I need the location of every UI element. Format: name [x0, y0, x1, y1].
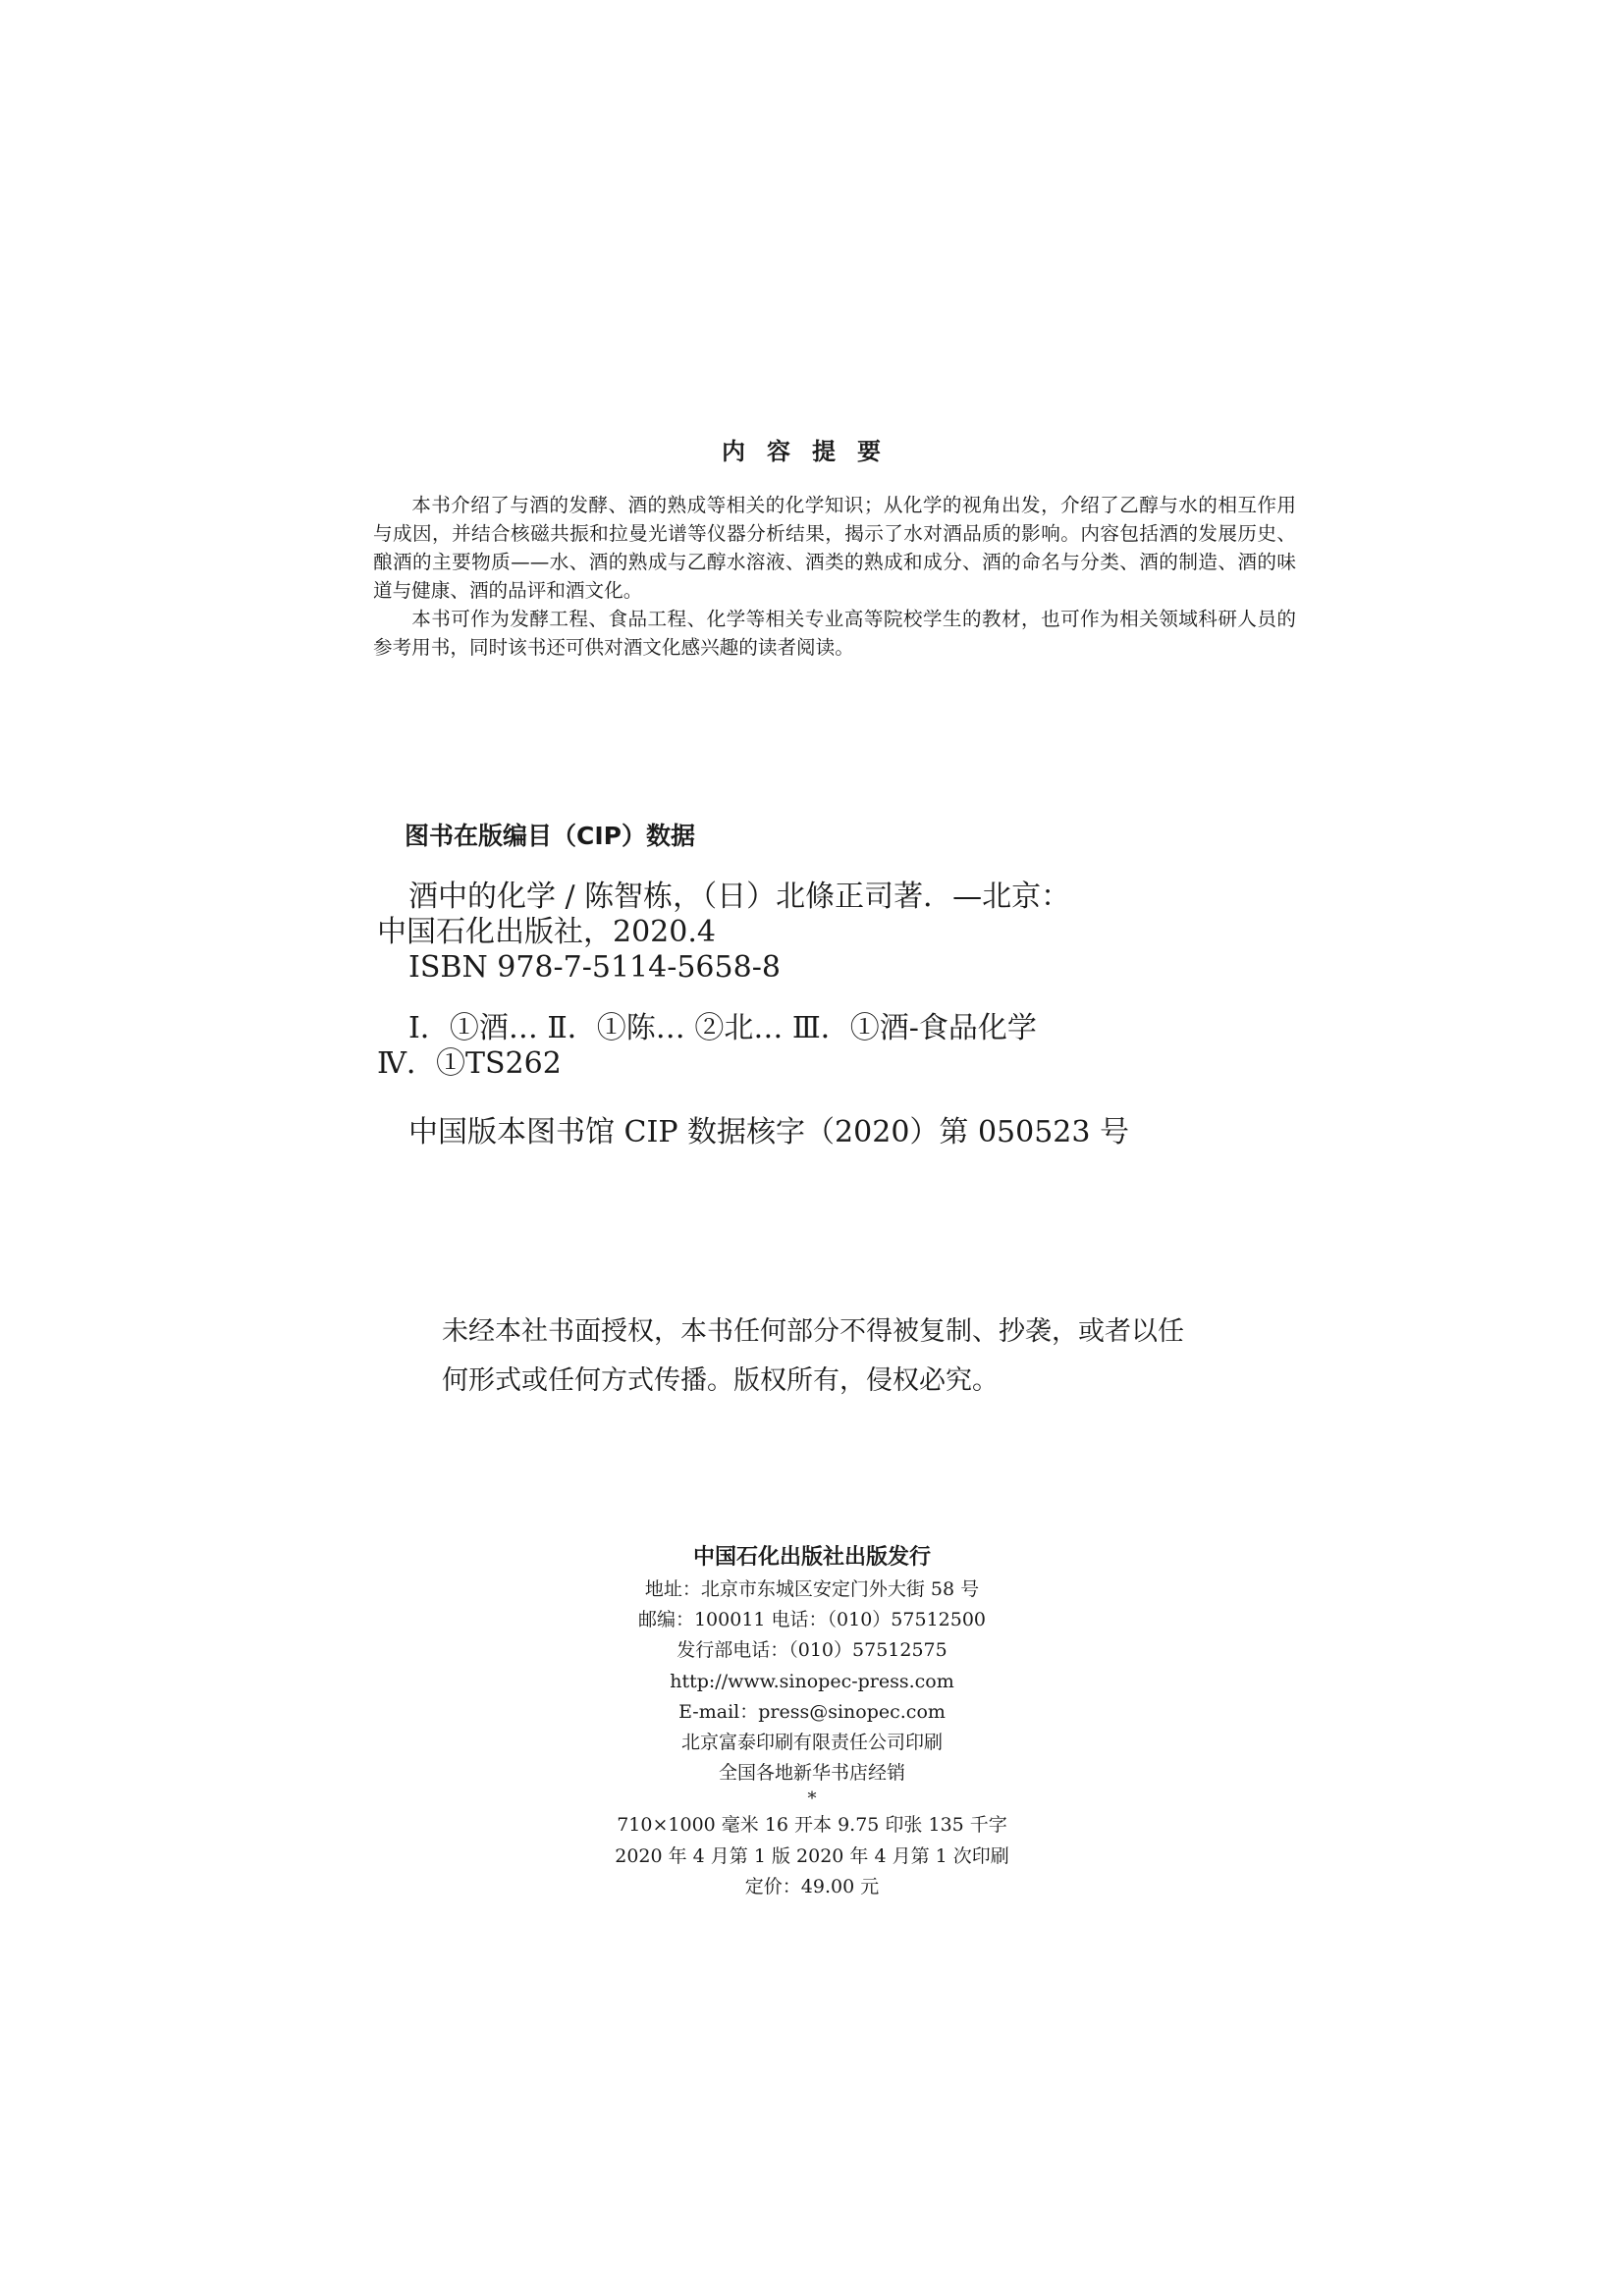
imprint-website: http://www.sinopec-press.com: [670, 1670, 954, 1692]
summary-title: 内容提要: [722, 438, 902, 465]
imprint-printer: 北京富泰印刷有限责任公司印刷: [680, 1732, 943, 1754]
cip-heading: 图书在版编目（CIP）数据: [405, 822, 695, 850]
imprint-address: 地址：北京市东城区安定门外大街 58 号: [644, 1578, 980, 1600]
cip-record: [377, 880, 1182, 986]
imprint: [0, 1541, 1624, 1902]
imprint-publisher: 中国石化出版社出版发行: [692, 1545, 931, 1570]
imprint-edition: 2020 年 4 月第 1 版 2020 年 4 月第 1 次印刷: [615, 1844, 1009, 1867]
imprint-email: E-mail：press@sinopec.com: [678, 1700, 946, 1723]
copyright-notice-line-1: 未经本社书面授权，本书任何部分不得被复制、抄袭，或者以任: [442, 1316, 1184, 1347]
summary-paragraph-2: 本书可作为发酵工程、食品工程、化学等相关专业高等院校学生的教材，也可作为相关领域科研人员的参考用书，同时该书还可供对酒文化感兴趣的读者阅读。: [373, 608, 1296, 659]
imprint-sales-phone: 发行部电话：（010）57512575: [677, 1639, 947, 1662]
summary-paragraph-1: 本书介绍了与酒的发酵、酒的熟成等相关的化学知识；从化学的视角出发，介绍了乙醇与水的相互作用与成因，并结合核磁共振和拉曼光谱等仪器分析结果，揭示了水对酒品质的影响。内容包括酒的发展历史、酿酒的主要物质——水、酒的熟成与乙醇水溶液、酒类的熟成和成分、酒的命名与分类、酒的制造、酒的味道与健康、酒的品评和酒文化。: [373, 494, 1296, 602]
imprint-distributor: 全国各地新华书店经销: [718, 1762, 905, 1785]
copyright-notice-line-2: 何形式或任何方式传播。版权所有，侵权必究。: [442, 1365, 999, 1396]
cip-title-line: 酒中的化学 / 陈智栋，（日）北條正司著．—北京：: [408, 880, 1071, 914]
copyright-notice: [442, 1308, 1247, 1406]
imprint-specs: 710×1000 毫米 16 开本 9.75 印张 135 千字: [617, 1814, 1007, 1837]
summary-text: [373, 491, 1296, 662]
cip-class-line-1: Ⅰ．①酒… Ⅱ．①陈… ②北… Ⅲ．①酒-食品化学: [408, 1011, 1037, 1045]
imprint-price: 定价：49.00 元: [744, 1875, 880, 1897]
cip-isbn: ISBN 978-7-5114-5658-8: [408, 950, 781, 985]
cip-class-line-2: Ⅳ．①TS262: [377, 1046, 562, 1081]
cip-classification: [377, 1011, 1182, 1082]
cip-approval-number: 中国版本图书馆 CIP 数据核字（2020）第 050523 号: [408, 1115, 1130, 1149]
imprint-separator: *: [807, 1789, 817, 1810]
imprint-postal-phone: 邮编：100011 电话：（010）57512500: [637, 1609, 987, 1631]
cip-publisher-line: 中国石化出版社，2020.4: [377, 915, 716, 949]
